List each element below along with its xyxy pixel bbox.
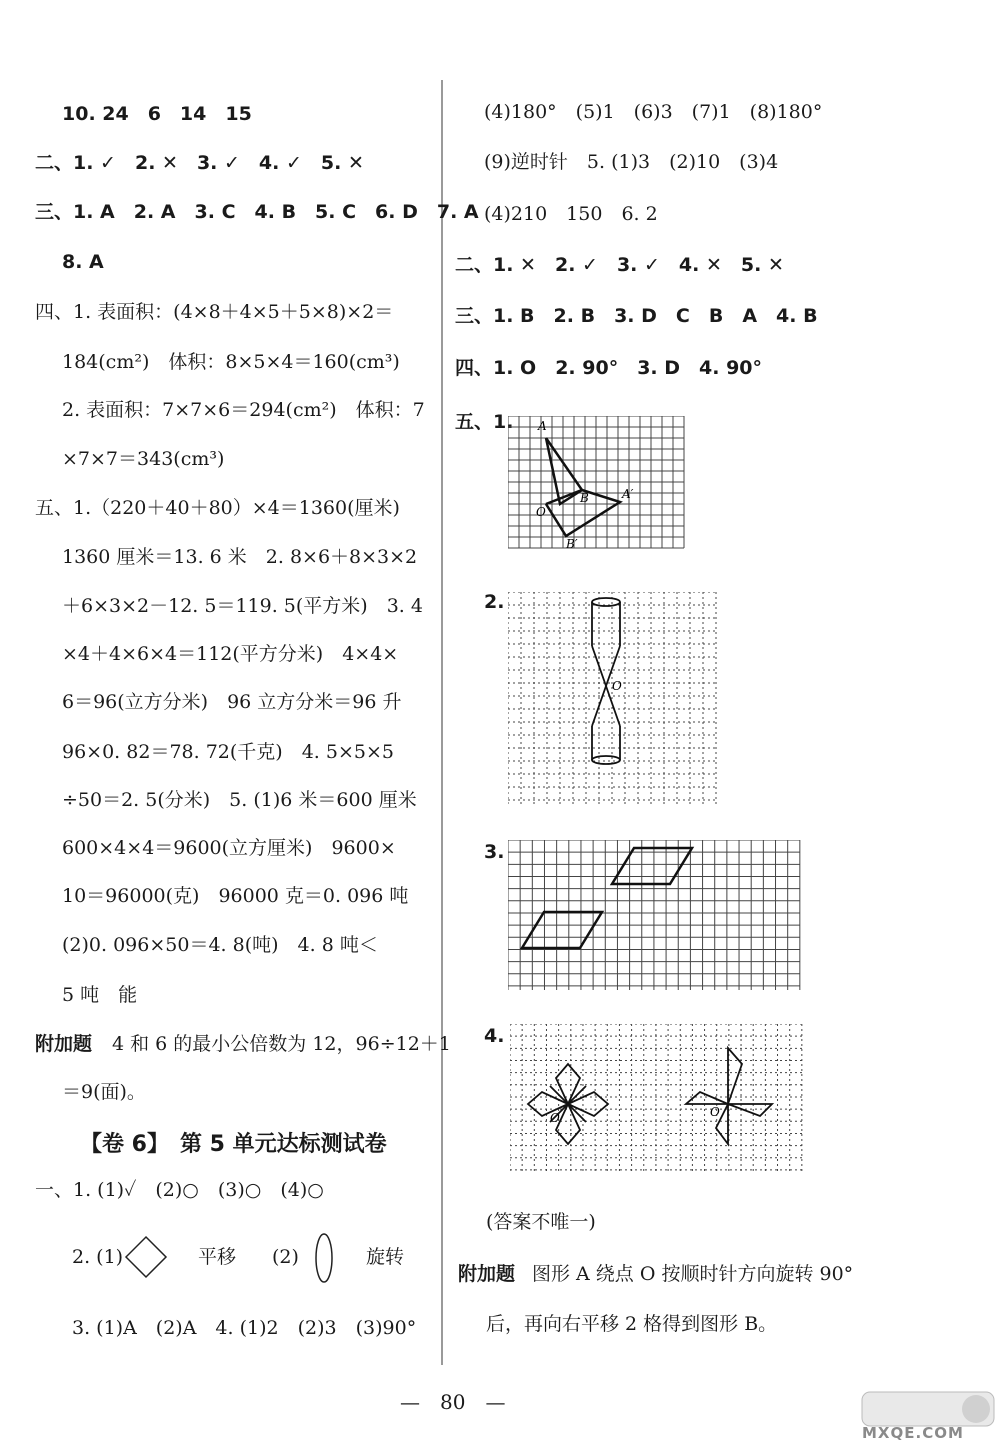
answer-line: ×4＋4×6×4＝112(平方分米) 4×4× bbox=[62, 643, 399, 665]
answer-line: 后，再向右平移 2 格得到图形 B。 bbox=[486, 1313, 778, 1335]
bonus-label: 附加题 bbox=[458, 1263, 516, 1285]
section-heading: 【卷 6】 第 5 单元达标测试卷 bbox=[80, 1132, 387, 1157]
answer-line: 10. 24 6 14 15 bbox=[62, 103, 252, 125]
answer-line: 三、1. A 2. A 3. C 4. B 5. C 6. D 7. A bbox=[35, 201, 479, 223]
column-divider bbox=[441, 80, 443, 1365]
answer-line: 3. bbox=[484, 841, 505, 863]
answer-line: 二、1. ✕ 2. ✓ 3. ✓ 4. ✕ 5. ✕ bbox=[455, 254, 784, 276]
answer-line: 2. (1) bbox=[72, 1246, 124, 1268]
answer-line: (9)逆时针 5. (1)3 (2)10 (3)4 bbox=[484, 151, 779, 173]
translation-grid-figure-3 bbox=[508, 840, 802, 992]
answer-line: (2) bbox=[272, 1246, 299, 1268]
answer-line: 1360 厘米＝13. 6 米 2. 8×6＋8×3×2 bbox=[62, 546, 418, 568]
fig1-label-b: B bbox=[580, 491, 589, 505]
diamond-shape-icon bbox=[124, 1235, 168, 1279]
ellipse-shape-icon bbox=[312, 1232, 336, 1284]
rotation-grid-figure-2 bbox=[508, 592, 718, 808]
fig4-label-o2: O bbox=[710, 1105, 720, 1119]
bonus-label: 附加题 bbox=[35, 1033, 93, 1055]
answer-line: 5 吨 能 bbox=[62, 984, 138, 1006]
answer-line: (4)180° (5)1 (6)3 (7)1 (8)180° bbox=[484, 101, 823, 123]
answer-line: ×7×7＝343(cm³) bbox=[62, 448, 225, 470]
answer-line: 三、1. B 2. B 3. D C B A 4. B bbox=[455, 305, 818, 327]
rotation-grid-figure-1 bbox=[508, 416, 688, 550]
fig1-label-a1: A′ bbox=[622, 487, 634, 501]
answer-line: 600×4×4＝9600(立方厘米) 9600× bbox=[62, 837, 396, 859]
answer-line: 二、1. ✓ 2. ✕ 3. ✓ 4. ✓ 5. ✕ bbox=[35, 152, 364, 174]
answer-line: ＝9(面)。 bbox=[62, 1081, 146, 1103]
fig1-label-o: O bbox=[536, 505, 546, 519]
answer-line: 四、1. O 2. 90° 3. D 4. 90° bbox=[455, 357, 763, 379]
watermark-text: MXQE.COM bbox=[862, 1424, 964, 1442]
answer-line: 4 和 6 的最小公倍数为 12，96÷12＋1 bbox=[112, 1033, 451, 1055]
answer-line: 2. bbox=[484, 591, 505, 613]
answer-line: 2. 表面积：7×7×6＝294(cm²) 体积：7 bbox=[62, 399, 425, 421]
answer-line: (4)210 150 6. 2 bbox=[484, 203, 658, 225]
answer-line: 184(cm²) 体积：8×5×4＝160(cm³) bbox=[62, 351, 400, 373]
answer-line: (答案不唯一) bbox=[486, 1211, 596, 1233]
fig1-label-a: A bbox=[538, 419, 547, 433]
answer-line: ÷50＝2. 5(分米) 5. (1)6 米＝600 厘米 bbox=[62, 789, 417, 811]
answer-line: 4. bbox=[484, 1025, 505, 1047]
answer-line: 图形 A 绕点 O 按顺时针方向旋转 90° bbox=[532, 1263, 854, 1285]
answer-line: ＋6×3×2－12. 5＝119. 5(平方米) 3. 4 bbox=[62, 595, 423, 617]
answer-line: 旋转 bbox=[366, 1246, 405, 1268]
answer-line: 一、1. (1)✓ (2)○ (3)○ (4)○ bbox=[35, 1179, 324, 1201]
answer-line: 10＝96000(克) 96000 克＝0. 096 吨 bbox=[62, 885, 409, 907]
rotation-grid-figure-4 bbox=[510, 1024, 804, 1176]
page-number: — 80 — bbox=[400, 1390, 506, 1414]
answer-line: 8. A bbox=[62, 251, 104, 273]
answer-line: 6＝96(立方分米) 96 立方分米＝96 升 bbox=[62, 691, 402, 713]
answer-line: 平移 bbox=[198, 1246, 237, 1268]
answer-line: 3. (1)A (2)A 4. (1)2 (2)3 (3)90° bbox=[72, 1317, 417, 1339]
answer-line: 四、1. 表面积：(4×8＋4×5＋5×8)×2＝ bbox=[35, 301, 394, 323]
fig4-label-o1: O bbox=[550, 1111, 560, 1125]
fig2-label-o: O bbox=[612, 679, 622, 693]
answer-line: 五、1.（220＋40＋80）×4＝1360(厘米) bbox=[35, 497, 400, 519]
answer-line: 96×0. 82＝78. 72(千克) 4. 5×5×5 bbox=[62, 741, 394, 763]
fig1-label-b1: B′ bbox=[566, 537, 578, 550]
answer-line: (2)0. 096×50＝4. 8(吨) 4. 8 吨＜ bbox=[62, 934, 378, 956]
answer-line: 五、1. bbox=[455, 411, 514, 433]
